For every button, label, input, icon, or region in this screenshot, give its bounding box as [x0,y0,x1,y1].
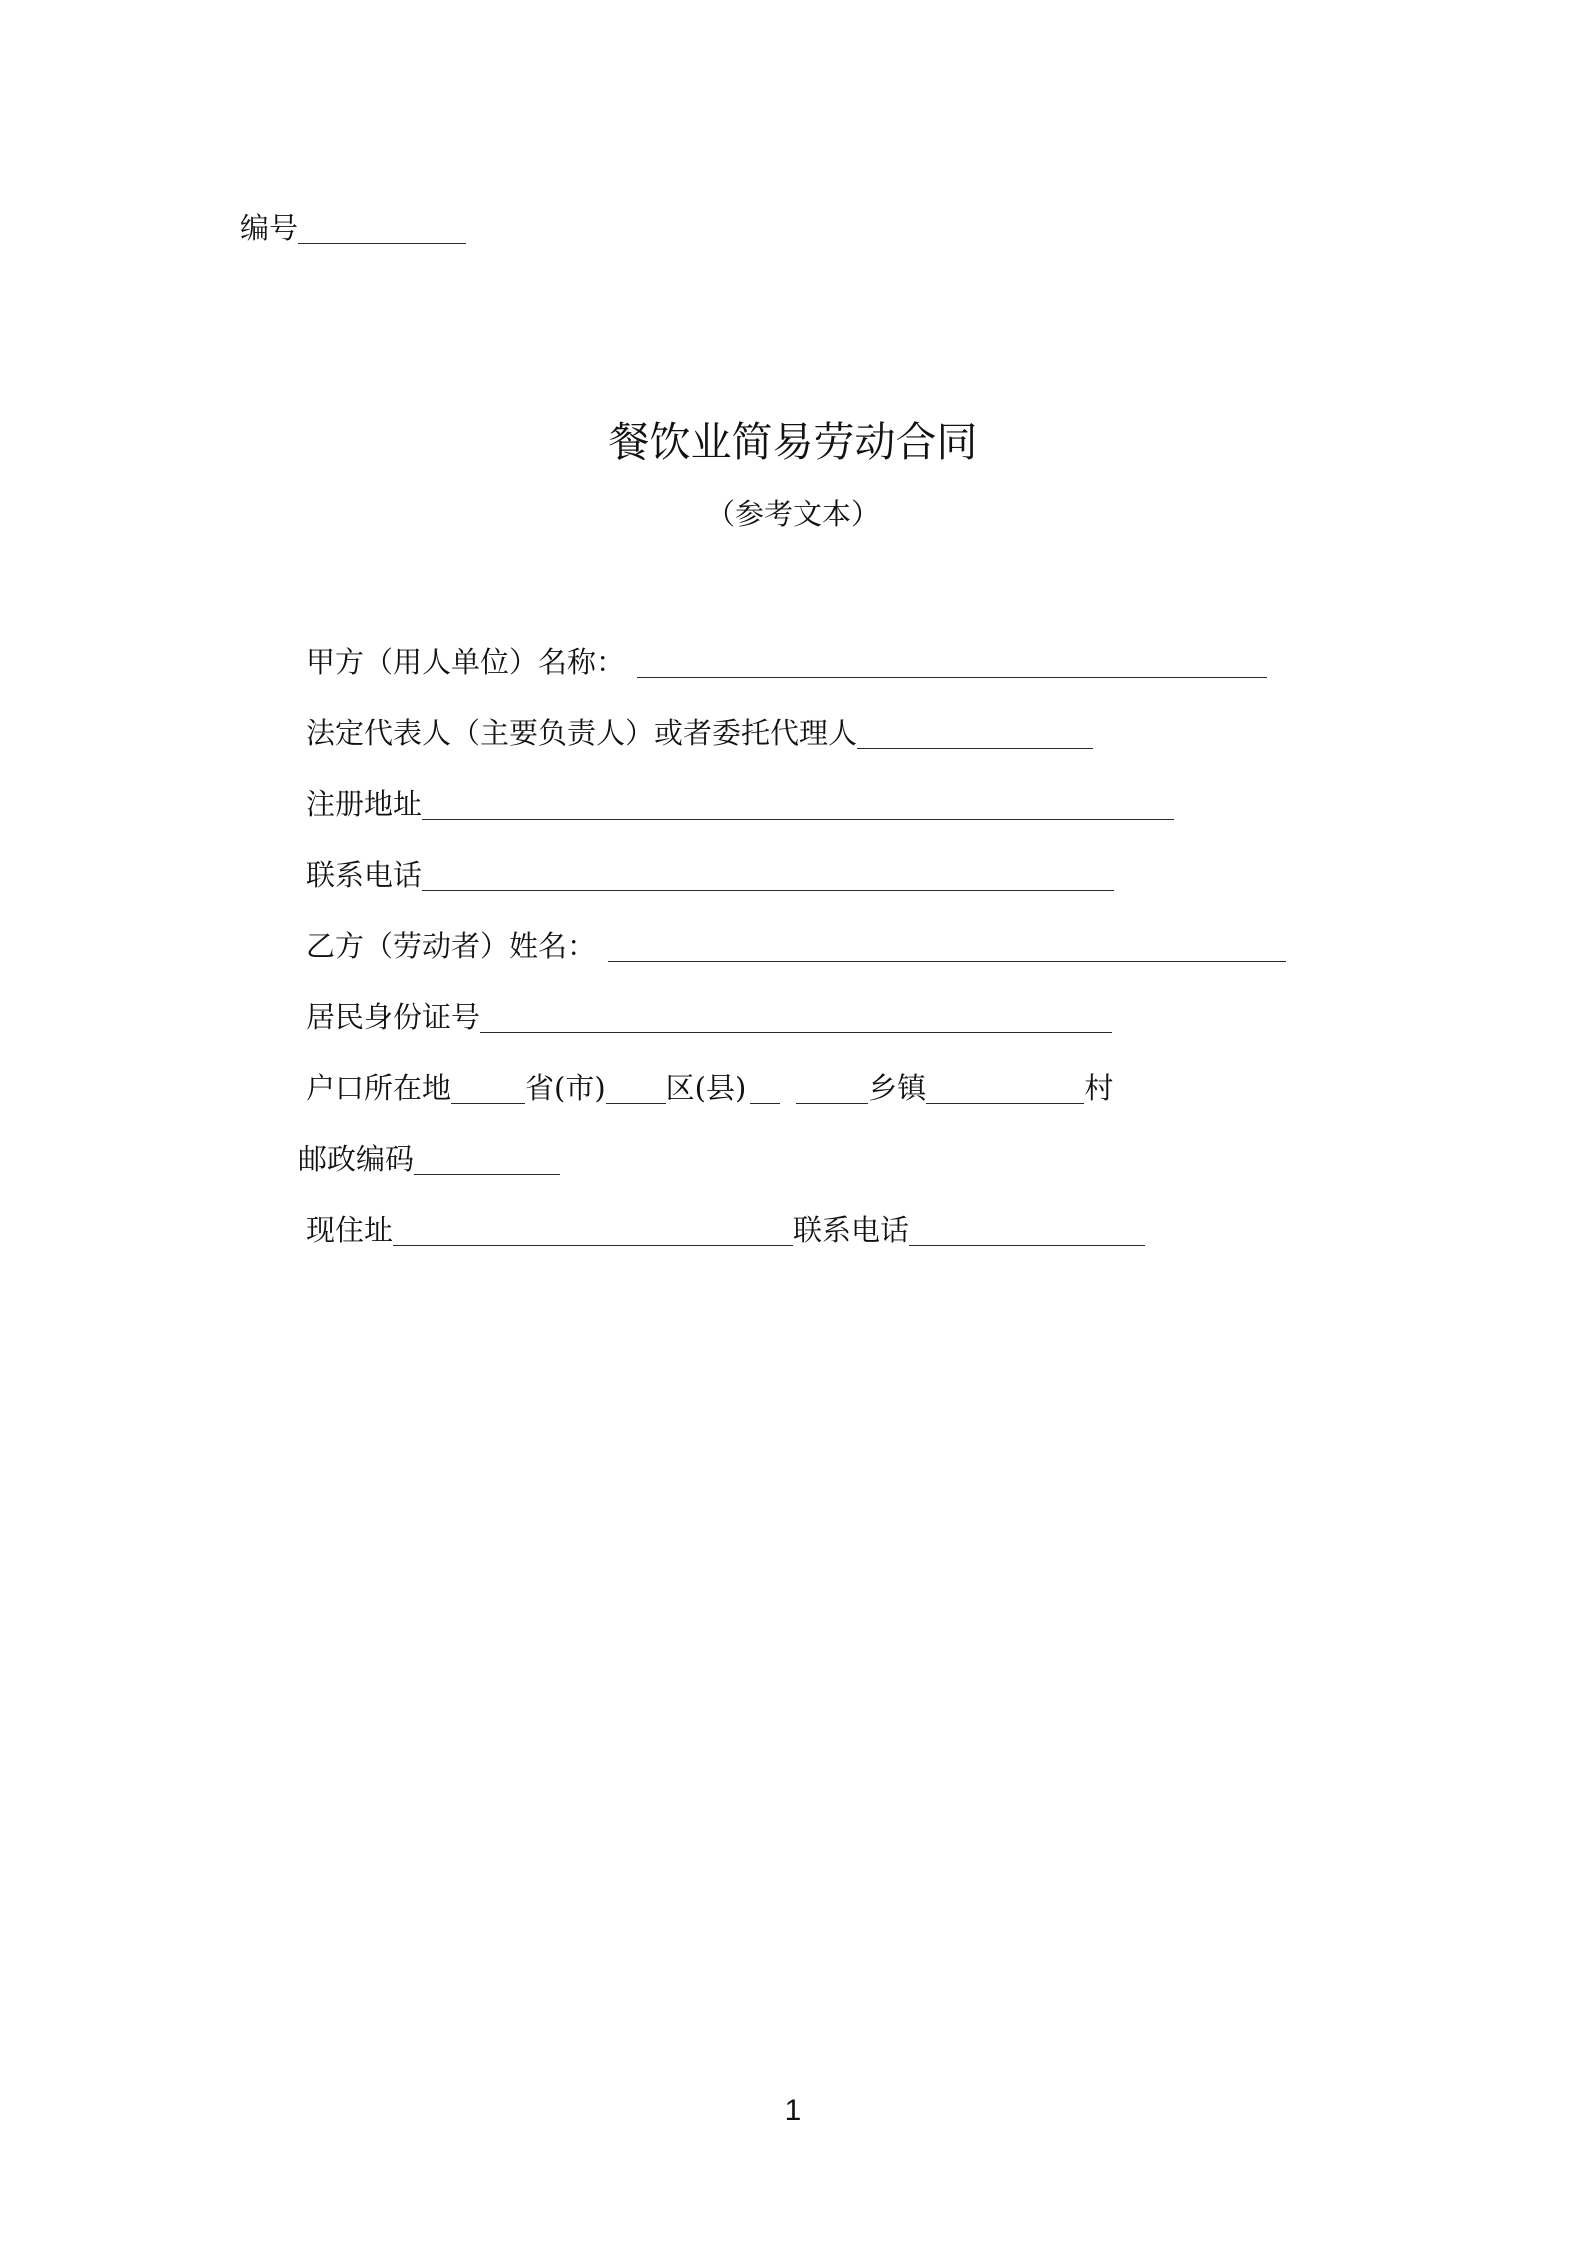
household-township-label: 乡镇 [868,1071,927,1105]
employer-phone-label: 联系电话 [306,858,423,892]
household-village-label: 村 [1084,1071,1114,1105]
contract-number-label: 编号 [240,211,299,245]
employer-phone-field[interactable] [422,860,1114,891]
employer-name-field[interactable] [637,647,1267,678]
contract-number-field[interactable] [298,213,466,244]
employer-name-line [306,642,1267,682]
household-district-extra-field[interactable] [750,1073,780,1104]
employee-phone-label: 联系电话 [793,1213,910,1247]
postal-code-line [298,1139,560,1179]
current-address-line [306,1210,1145,1250]
household-province-field[interactable] [451,1073,525,1104]
id-number-field[interactable] [480,1002,1112,1033]
id-number-label: 居民身份证号 [306,1000,481,1034]
document-title: 餐饮业简易劳动合同 [608,418,978,466]
postal-code-label: 邮政编码 [298,1142,415,1176]
household-province-label: 省(市) [525,1071,606,1105]
document-subtitle: （参考文本） [705,497,880,531]
employer-phone-line [306,855,1114,895]
employee-name-line [306,926,1286,966]
registered-address-label: 注册地址 [306,787,423,821]
household-line [306,1068,1113,1108]
registered-address-line [306,784,1174,824]
household-township-field[interactable] [796,1073,868,1104]
id-number-line [306,997,1112,1037]
employee-name-label: 乙方（劳动者）姓名： [306,929,597,963]
household-district-field[interactable] [606,1073,666,1104]
employee-name-field[interactable] [608,931,1286,962]
household-label: 户口所在地 [306,1071,452,1105]
representative-line [306,713,1093,753]
household-village-field[interactable] [926,1073,1084,1104]
household-district-label: 区(县) [665,1071,747,1105]
employee-phone-field[interactable] [909,1215,1145,1246]
representative-field[interactable] [857,718,1093,749]
registered-address-field[interactable] [422,789,1174,820]
contract-number-line [240,208,466,248]
current-address-label: 现住址 [306,1213,394,1247]
representative-label: 法定代表人（主要负责人）或者委托代理人 [306,716,858,750]
current-address-field[interactable] [393,1215,793,1246]
page-number: 1 [784,2094,802,2127]
employer-name-label: 甲方（用人单位）名称： [306,645,626,679]
postal-code-field[interactable] [414,1144,560,1175]
